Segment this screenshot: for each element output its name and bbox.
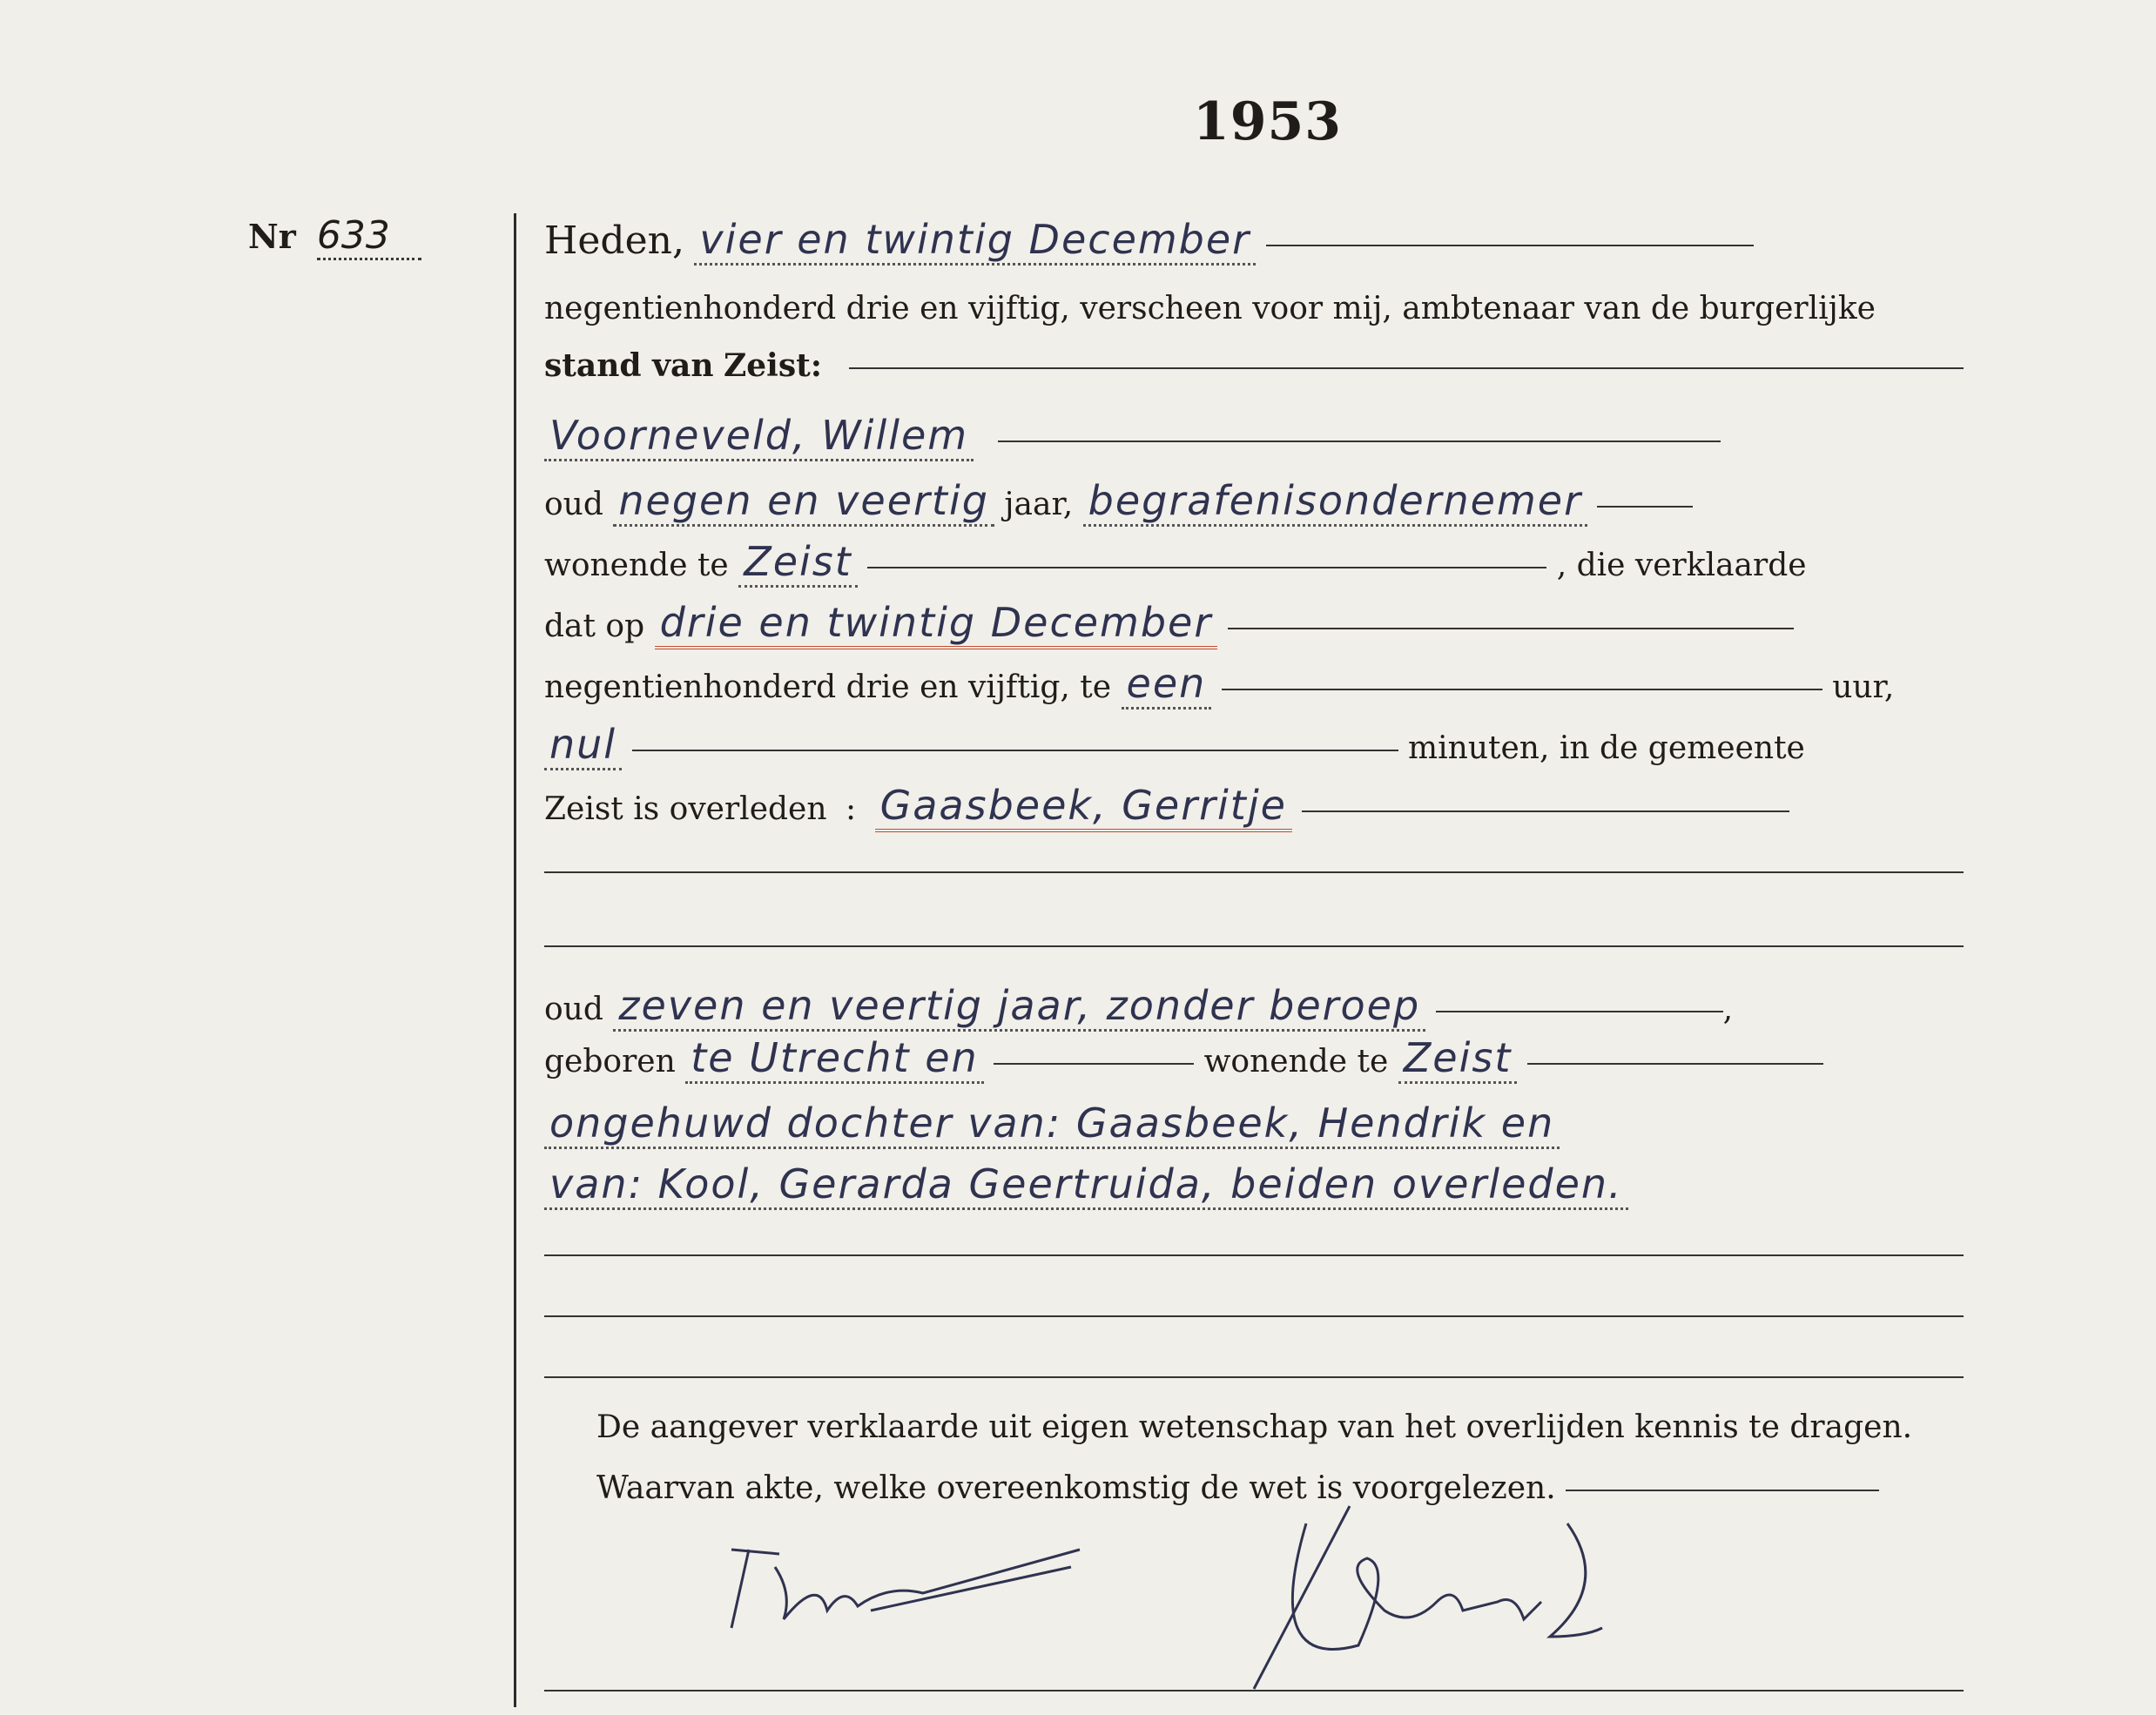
death-minutes: nul (544, 721, 622, 770)
stand-place: Zeist: (723, 347, 823, 384)
line-parent-1 (544, 1097, 1968, 1149)
oud-label: oud (544, 992, 603, 1027)
death-date: drie en twintig December (655, 599, 1218, 649)
line-age-job (544, 474, 1968, 527)
death-hour: een (1122, 660, 1212, 710)
bottom-rule (544, 1663, 1968, 1715)
line-residence (544, 535, 1968, 588)
uur-label: uur, (1832, 669, 1895, 705)
line-declarant (544, 409, 1968, 461)
date-value: vier en twintig December (694, 216, 1256, 266)
margin-divider (514, 213, 516, 1707)
line-parent-2 (544, 1158, 1968, 1210)
stand-label: stand van (544, 347, 714, 384)
declarant-age: negen en veertig (613, 477, 994, 527)
rule (1527, 1063, 1823, 1065)
rule (998, 441, 1721, 442)
blank-line (544, 1349, 1968, 1402)
line-stand (544, 340, 1968, 392)
line-deceased-age: oud zeven en veertig jaar, zonder beroep , (544, 979, 1968, 1032)
record-number-value: 633 (317, 213, 421, 260)
oud-label: oud (544, 487, 603, 522)
minuten-label: minuten, in de gemeente (1408, 730, 1805, 766)
jaar-label: jaar, (1004, 487, 1074, 522)
footer-closing-text: Waarvan akte, welke overeenkomstig de wet is voorgelezen. (596, 1470, 1556, 1506)
rule (849, 367, 1964, 369)
line-deceased: Zeist is overleden : Gaasbeek, Gerritje (544, 779, 1968, 831)
declarant-job: begrafenisondernemer (1083, 477, 1587, 527)
rule (1302, 810, 1789, 812)
line-birth (544, 1032, 1968, 1084)
rule (1566, 1490, 1879, 1491)
line-death-date (544, 596, 1968, 649)
line-intro: negentienhonderd drie en vijftig, verscheen voor mij, ambtenaar van de burgerlijke (544, 291, 1876, 326)
blank-line (544, 1288, 1968, 1341)
deceased-age-occupation: zeven en veertig jaar, zonder beroep (613, 982, 1425, 1032)
line-hour (544, 657, 1968, 710)
line-minutes (544, 718, 1968, 770)
year-header: 1953 (1193, 91, 1342, 152)
rule (994, 1063, 1194, 1065)
rule (1222, 689, 1822, 690)
heden-label: Heden, (544, 219, 684, 263)
record-number-label: Nr (248, 217, 296, 256)
line-date (544, 213, 1968, 266)
wonende-label: wonende te (544, 548, 729, 583)
declarant-name: Voorneveld, Willem (544, 412, 974, 461)
rule (1266, 245, 1754, 246)
deceased-name: Gaasbeek, Gerritje (875, 782, 1292, 832)
rule (632, 750, 1398, 751)
dat-op-label: dat op (544, 609, 645, 644)
year-text: negentienhonderd drie en vijftig, te (544, 669, 1112, 705)
geboren-label: geboren (544, 1044, 676, 1079)
verklaarde-label: , die verklaarde (1556, 548, 1807, 583)
wonende-label: wonende te (1203, 1044, 1389, 1079)
blank-line (544, 918, 1968, 971)
parents-line-2: van: Kool, Gerarda Geertruida, beiden overleden. (544, 1160, 1628, 1210)
rule (1436, 1011, 1723, 1012)
record-number (248, 213, 421, 260)
declarant-residence: Zeist (738, 538, 858, 588)
overleden-label: Zeist is overleden (544, 791, 827, 827)
blank-line (544, 1227, 1968, 1280)
rule (1597, 506, 1693, 508)
blank-line (544, 844, 1968, 897)
birthplace: te Utrecht en (685, 1034, 983, 1084)
rule (867, 567, 1546, 568)
rule (1228, 628, 1794, 629)
deceased-residence: Zeist (1398, 1034, 1518, 1084)
parents-line-1: ongehuwd dochter van: Gaasbeek, Hendrik en (544, 1100, 1560, 1149)
footer-statement: De aangever verklaarde uit eigen wetenschap van het overlijden kennis te dragen. (596, 1409, 1913, 1445)
